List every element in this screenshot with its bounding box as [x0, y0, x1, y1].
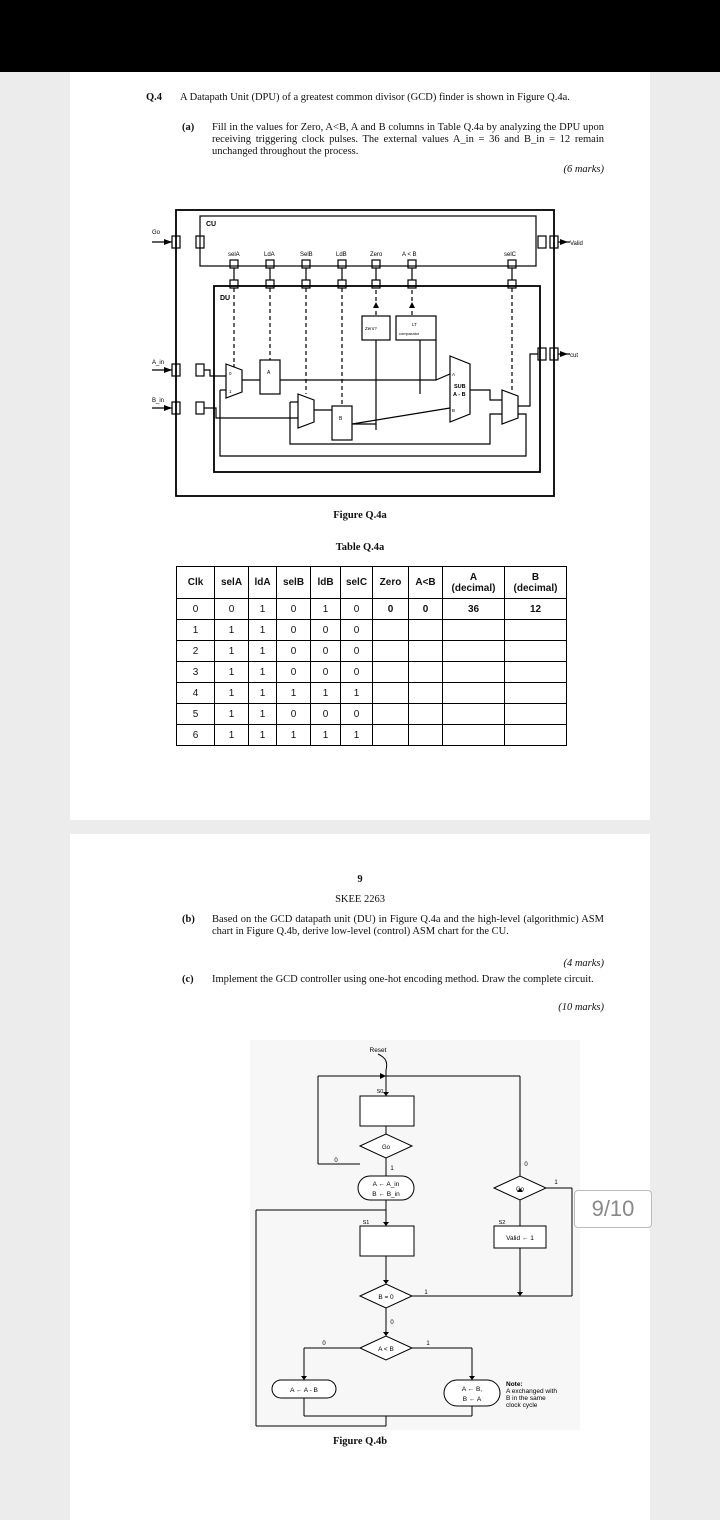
altb-signal-label: A < B [402, 252, 417, 258]
part-c-marks: (10 marks) [558, 1002, 604, 1013]
note-line-2: B in the same [506, 1395, 546, 1402]
table-cell: 1 [311, 683, 341, 704]
swap-a-action: A ← B, [461, 1386, 483, 1393]
table-cell [505, 704, 567, 725]
table-cell: 1 [341, 725, 373, 746]
go2-one-branch: 1 [554, 1180, 558, 1186]
clock-table [176, 566, 567, 746]
load-b: B ← B_in [372, 1191, 400, 1198]
a-minus-b-label: A - B [453, 392, 466, 398]
mux-a-1: 1 [229, 389, 232, 394]
col-b [505, 567, 567, 599]
table-cell: 1 [215, 620, 249, 641]
col-lda: ldA [249, 567, 277, 599]
table-caption: Table Q.4a [335, 542, 385, 553]
b-in-label: B_in [152, 398, 165, 404]
table-cell: 1 [341, 683, 373, 704]
table-cell: 5 [177, 704, 215, 725]
figure-b-caption: Figure Q.4b [332, 1436, 388, 1447]
table-cell: 0 [311, 662, 341, 683]
reg-b-label: B [339, 416, 343, 422]
asm-chart [250, 1040, 580, 1430]
selb-label: SelB [300, 252, 313, 258]
table-cell: 1 [215, 662, 249, 683]
table-cell: 1 [215, 641, 249, 662]
table-cell: 0 [277, 641, 311, 662]
col-ldb: ldB [311, 567, 341, 599]
col-a-unit: (decimal) [451, 582, 496, 594]
table-cell [409, 725, 443, 746]
b-eq-0-decision: B = 0 [378, 1294, 394, 1301]
table-row [177, 662, 567, 683]
go-zero-branch: 0 [334, 1158, 338, 1164]
col-zero: Zero [373, 567, 409, 599]
table-cell [505, 662, 567, 683]
table-header-row [177, 567, 567, 599]
col-altb: A<B [409, 567, 443, 599]
table-cell [443, 683, 505, 704]
table-cell: 4 [177, 683, 215, 704]
table-cell: 0 [277, 599, 311, 620]
beq0-one-branch: 1 [424, 1290, 428, 1296]
table-cell: 0 [409, 599, 443, 620]
table-cell [373, 662, 409, 683]
part-b-text: Based on the GCD datapath unit (DU) in Figure Q.4a and the high-level (algorithmic) ASM chart in Figure Q.4b, derive low-level (control) ASM chart for the CU. [212, 914, 604, 937]
table-cell: 1 [311, 599, 341, 620]
reset-label: Reset [369, 1047, 387, 1054]
table-cell [443, 662, 505, 683]
table-cell: 12 [505, 599, 567, 620]
table-cell: 0 [311, 620, 341, 641]
swap-b-action: B ← A [462, 1396, 482, 1403]
question-number: Q.4 [146, 92, 163, 103]
table-cell [443, 725, 505, 746]
table-cell [505, 641, 567, 662]
sub-b-label: B [452, 408, 456, 413]
table-cell: 1 [249, 725, 277, 746]
ldb-label: LdB [336, 252, 347, 258]
part-a-label: (a) [182, 122, 195, 133]
table-cell: 0 [311, 704, 341, 725]
table-row [177, 704, 567, 725]
table-row [177, 641, 567, 662]
altb-one-branch: 1 [426, 1341, 430, 1347]
page-number: 9 [357, 874, 363, 885]
col-b-unit: (decimal) [513, 582, 558, 594]
table-cell: 0 [311, 641, 341, 662]
cu-label: CU [206, 221, 217, 228]
table-cell [373, 725, 409, 746]
table-cell: 1 [277, 683, 311, 704]
col-a-name: A [469, 571, 478, 583]
a-in-label: A_in [152, 360, 165, 366]
table-row [177, 620, 567, 641]
table-cell: 36 [443, 599, 505, 620]
table-row [177, 599, 567, 620]
load-a: A ← A_in [372, 1181, 400, 1188]
col-b-name: B [531, 571, 540, 583]
table-cell [443, 704, 505, 725]
note-line-1: A exchanged with [506, 1388, 557, 1395]
part-b-marks: (4 marks) [563, 958, 604, 969]
part-a-text: Fill in the values for Zero, A<B, A and B columns in Table Q.4a by analyzing the DPU upon receiving triggering clock pulses. The external values A_in = 36 and B_in = 12 remain unchanged throughout the process. [212, 122, 604, 157]
sub-a-label: A [452, 372, 456, 377]
a-minus-b-action: A ← A - B [290, 1387, 318, 1394]
table-cell [409, 641, 443, 662]
sub-label: SUB [454, 384, 466, 390]
table-row [177, 725, 567, 746]
part-c-label: (c) [182, 974, 194, 985]
table-cell: 0 [373, 599, 409, 620]
du-label: DU [220, 295, 231, 302]
col-selb: selB [277, 567, 311, 599]
col-sela: selA [215, 567, 249, 599]
table-cell [409, 662, 443, 683]
part-b-label: (b) [182, 914, 195, 925]
table-cell: 1 [215, 704, 249, 725]
go2-zero-branch: 0 [524, 1162, 528, 1168]
col-clk: Clk [177, 567, 215, 599]
part-a-marks: (6 marks) [563, 164, 604, 175]
document-page-2 [70, 834, 650, 1520]
figure-a-caption: Figure Q.4a [333, 510, 387, 521]
go-label: Go [152, 230, 161, 236]
note-title: Note: [506, 1381, 523, 1388]
beq0-zero-branch: 0 [390, 1320, 394, 1326]
reg-a-label: A [267, 370, 271, 376]
table-cell: 6 [177, 725, 215, 746]
zero-signal-label: Zero [370, 252, 383, 258]
table-cell [505, 725, 567, 746]
selc-label: selC [504, 252, 517, 258]
document-page-1 [70, 72, 650, 820]
table-cell: 1 [215, 683, 249, 704]
table-cell [505, 620, 567, 641]
table-cell: 2 [177, 641, 215, 662]
status-bar [0, 0, 720, 72]
table-cell [443, 641, 505, 662]
table-cell: 1 [249, 683, 277, 704]
table-cell [409, 620, 443, 641]
table-cell: 1 [277, 725, 311, 746]
table-cell: 1 [311, 725, 341, 746]
s0-label: S0 [376, 1089, 384, 1095]
table-cell: 0 [341, 641, 373, 662]
a-lt-b-decision: A < B [378, 1346, 394, 1353]
s2-label: S2 [498, 1220, 506, 1226]
mux-a-0: 0 [229, 371, 232, 376]
table-cell: 0 [341, 620, 373, 641]
table-cell: 1 [249, 641, 277, 662]
note-line-3: clock cycle [506, 1402, 538, 1409]
table-row [177, 683, 567, 704]
table-cell: 1 [249, 620, 277, 641]
table-cell: 1 [249, 599, 277, 620]
lt-label: LT [412, 322, 417, 327]
col-a [443, 567, 505, 599]
table-cell: 0 [277, 620, 311, 641]
course-code: SKEE 2263 [335, 894, 385, 905]
cut-label: cut [570, 353, 579, 359]
table-cell: 1 [177, 620, 215, 641]
table-cell [373, 641, 409, 662]
table-cell: 3 [177, 662, 215, 683]
col-selc: selC [341, 567, 373, 599]
question-intro: A Datapath Unit (DPU) of a greatest common divisor (GCD) finder is shown in Figure Q.4a. [180, 92, 570, 103]
table-cell: 1 [249, 662, 277, 683]
table-cell [373, 683, 409, 704]
table-cell: 0 [215, 599, 249, 620]
datapath-diagram [150, 204, 590, 504]
table-cell: 0 [277, 662, 311, 683]
table-cell [373, 704, 409, 725]
go-decision-2: Go [515, 1187, 525, 1193]
go-one-branch: 1 [390, 1166, 394, 1172]
table-cell [409, 704, 443, 725]
table-cell: 0 [341, 599, 373, 620]
table-cell: 0 [341, 662, 373, 683]
lda-label: LdA [264, 252, 275, 258]
page-indicator[interactable]: 9/10 [574, 1190, 652, 1228]
s1-label: S1 [362, 1220, 370, 1226]
table-cell: 0 [341, 704, 373, 725]
go-decision: Go [381, 1145, 391, 1151]
altb-zero-branch: 0 [322, 1341, 326, 1347]
valid-label: Valid [570, 241, 583, 247]
sela-label: selA [228, 252, 240, 258]
table-cell: 0 [177, 599, 215, 620]
table-cell: 1 [249, 704, 277, 725]
table-cell [443, 620, 505, 641]
part-c-text: Implement the GCD controller using one-hot encoding method. Draw the complete circuit. [212, 974, 594, 985]
table-cell: 0 [277, 704, 311, 725]
valid-action: Valid ← 1 [506, 1235, 534, 1242]
table-cell: 1 [215, 725, 249, 746]
table-cell [373, 620, 409, 641]
zero-block-label: Zero? [365, 326, 377, 331]
table-cell [505, 683, 567, 704]
table-cell [409, 683, 443, 704]
comparator-label: comparator [399, 331, 420, 336]
